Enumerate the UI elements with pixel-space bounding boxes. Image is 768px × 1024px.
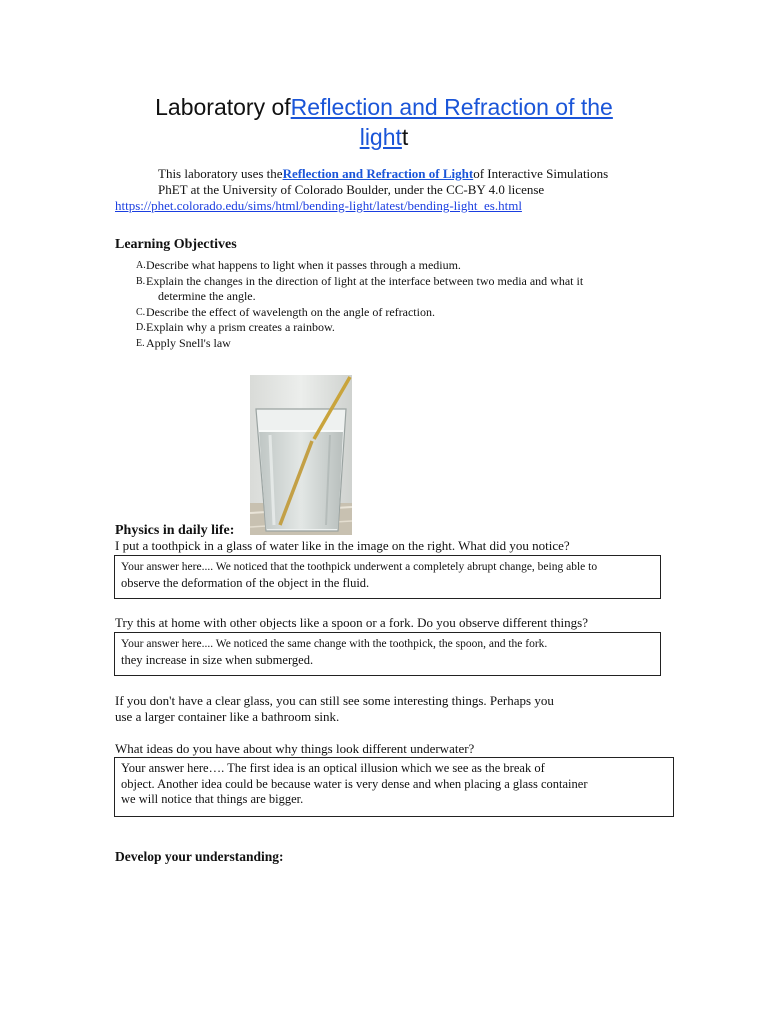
objective-item: B. Explain the changes in the direction of light at the interface between two media and what it determine the angle. (136, 273, 584, 303)
objective-item: A. Describe what happens to light when it passes through a medium. (136, 258, 461, 272)
objective-item: D. Explain why a prism creates a rainbow. (136, 320, 335, 334)
answer-3-line-2: object. Another idea could be because water is very dense and when placing a glass container (121, 776, 588, 791)
objective-item: E. Apply Snell's law (136, 335, 231, 350)
intro-paragraph (158, 166, 658, 198)
answer-box-3[interactable] (114, 757, 674, 817)
answer-box-1[interactable] (114, 555, 661, 599)
objectives-heading: Learning Objectives (115, 237, 237, 252)
glass-toothpick-photo (250, 375, 352, 535)
answer-1-line-1: Your answer here.... We noticed that the toothpick underwent a completely abrupt change, being able to (121, 561, 598, 573)
question-3: What ideas do you have about why things look different underwater? (115, 741, 475, 756)
document-title (100, 92, 668, 152)
intro-text-3: PhET at the University of Colorado Boulder, under the CC-BY 4.0 license (158, 182, 545, 197)
answer-2-line-1: Your answer here.... We noticed the same change with the toothpick, the spoon, and the fork. (121, 638, 548, 650)
answer-2-line-2: they increase in size when submerged. (121, 653, 314, 667)
objectives-list (136, 258, 636, 351)
question-2: Try this at home with other objects like a spoon or a fork. Do you observe different things? (115, 615, 588, 630)
answer-3-line-3: we will notice that things are bigger. (121, 792, 304, 806)
answer-3-line-1: Your answer here…. The first idea is an optical illusion which we see as the break of (121, 761, 545, 775)
title-suffix: t (401, 124, 409, 150)
phet-url-link[interactable]: https://phet.colorado.edu/sims/html/bending-light/latest/bending-light_es.html (115, 198, 522, 213)
answer-box-2[interactable] (114, 632, 661, 676)
intro-text-1: This laboratory uses the (158, 166, 283, 181)
answer-1-line-2: observe the deformation of the object in the fluid. (121, 576, 370, 590)
physics-heading: Physics in daily life: (115, 523, 235, 538)
title-link-line2[interactable]: light (359, 124, 402, 150)
simulation-link[interactable]: Reflection and Refraction of Light (282, 166, 474, 181)
objective-item: C. Describe the effect of wavelength on the angle of refraction. (136, 304, 435, 319)
develop-heading: Develop your understanding: (115, 849, 284, 864)
paragraph-clear-glass: If you don't have a clear glass, you can still see some interesting things. Perhaps you use a larger container like a bathroom sink. (115, 693, 554, 724)
title-link[interactable]: Reflection and Refraction of the (290, 94, 613, 120)
question-1: I put a toothpick in a glass of water like in the image on the right. What did you notice? (115, 538, 570, 553)
title-prefix: Laboratory of (155, 94, 291, 120)
intro-text-2: of Interactive Simulations (473, 166, 609, 181)
